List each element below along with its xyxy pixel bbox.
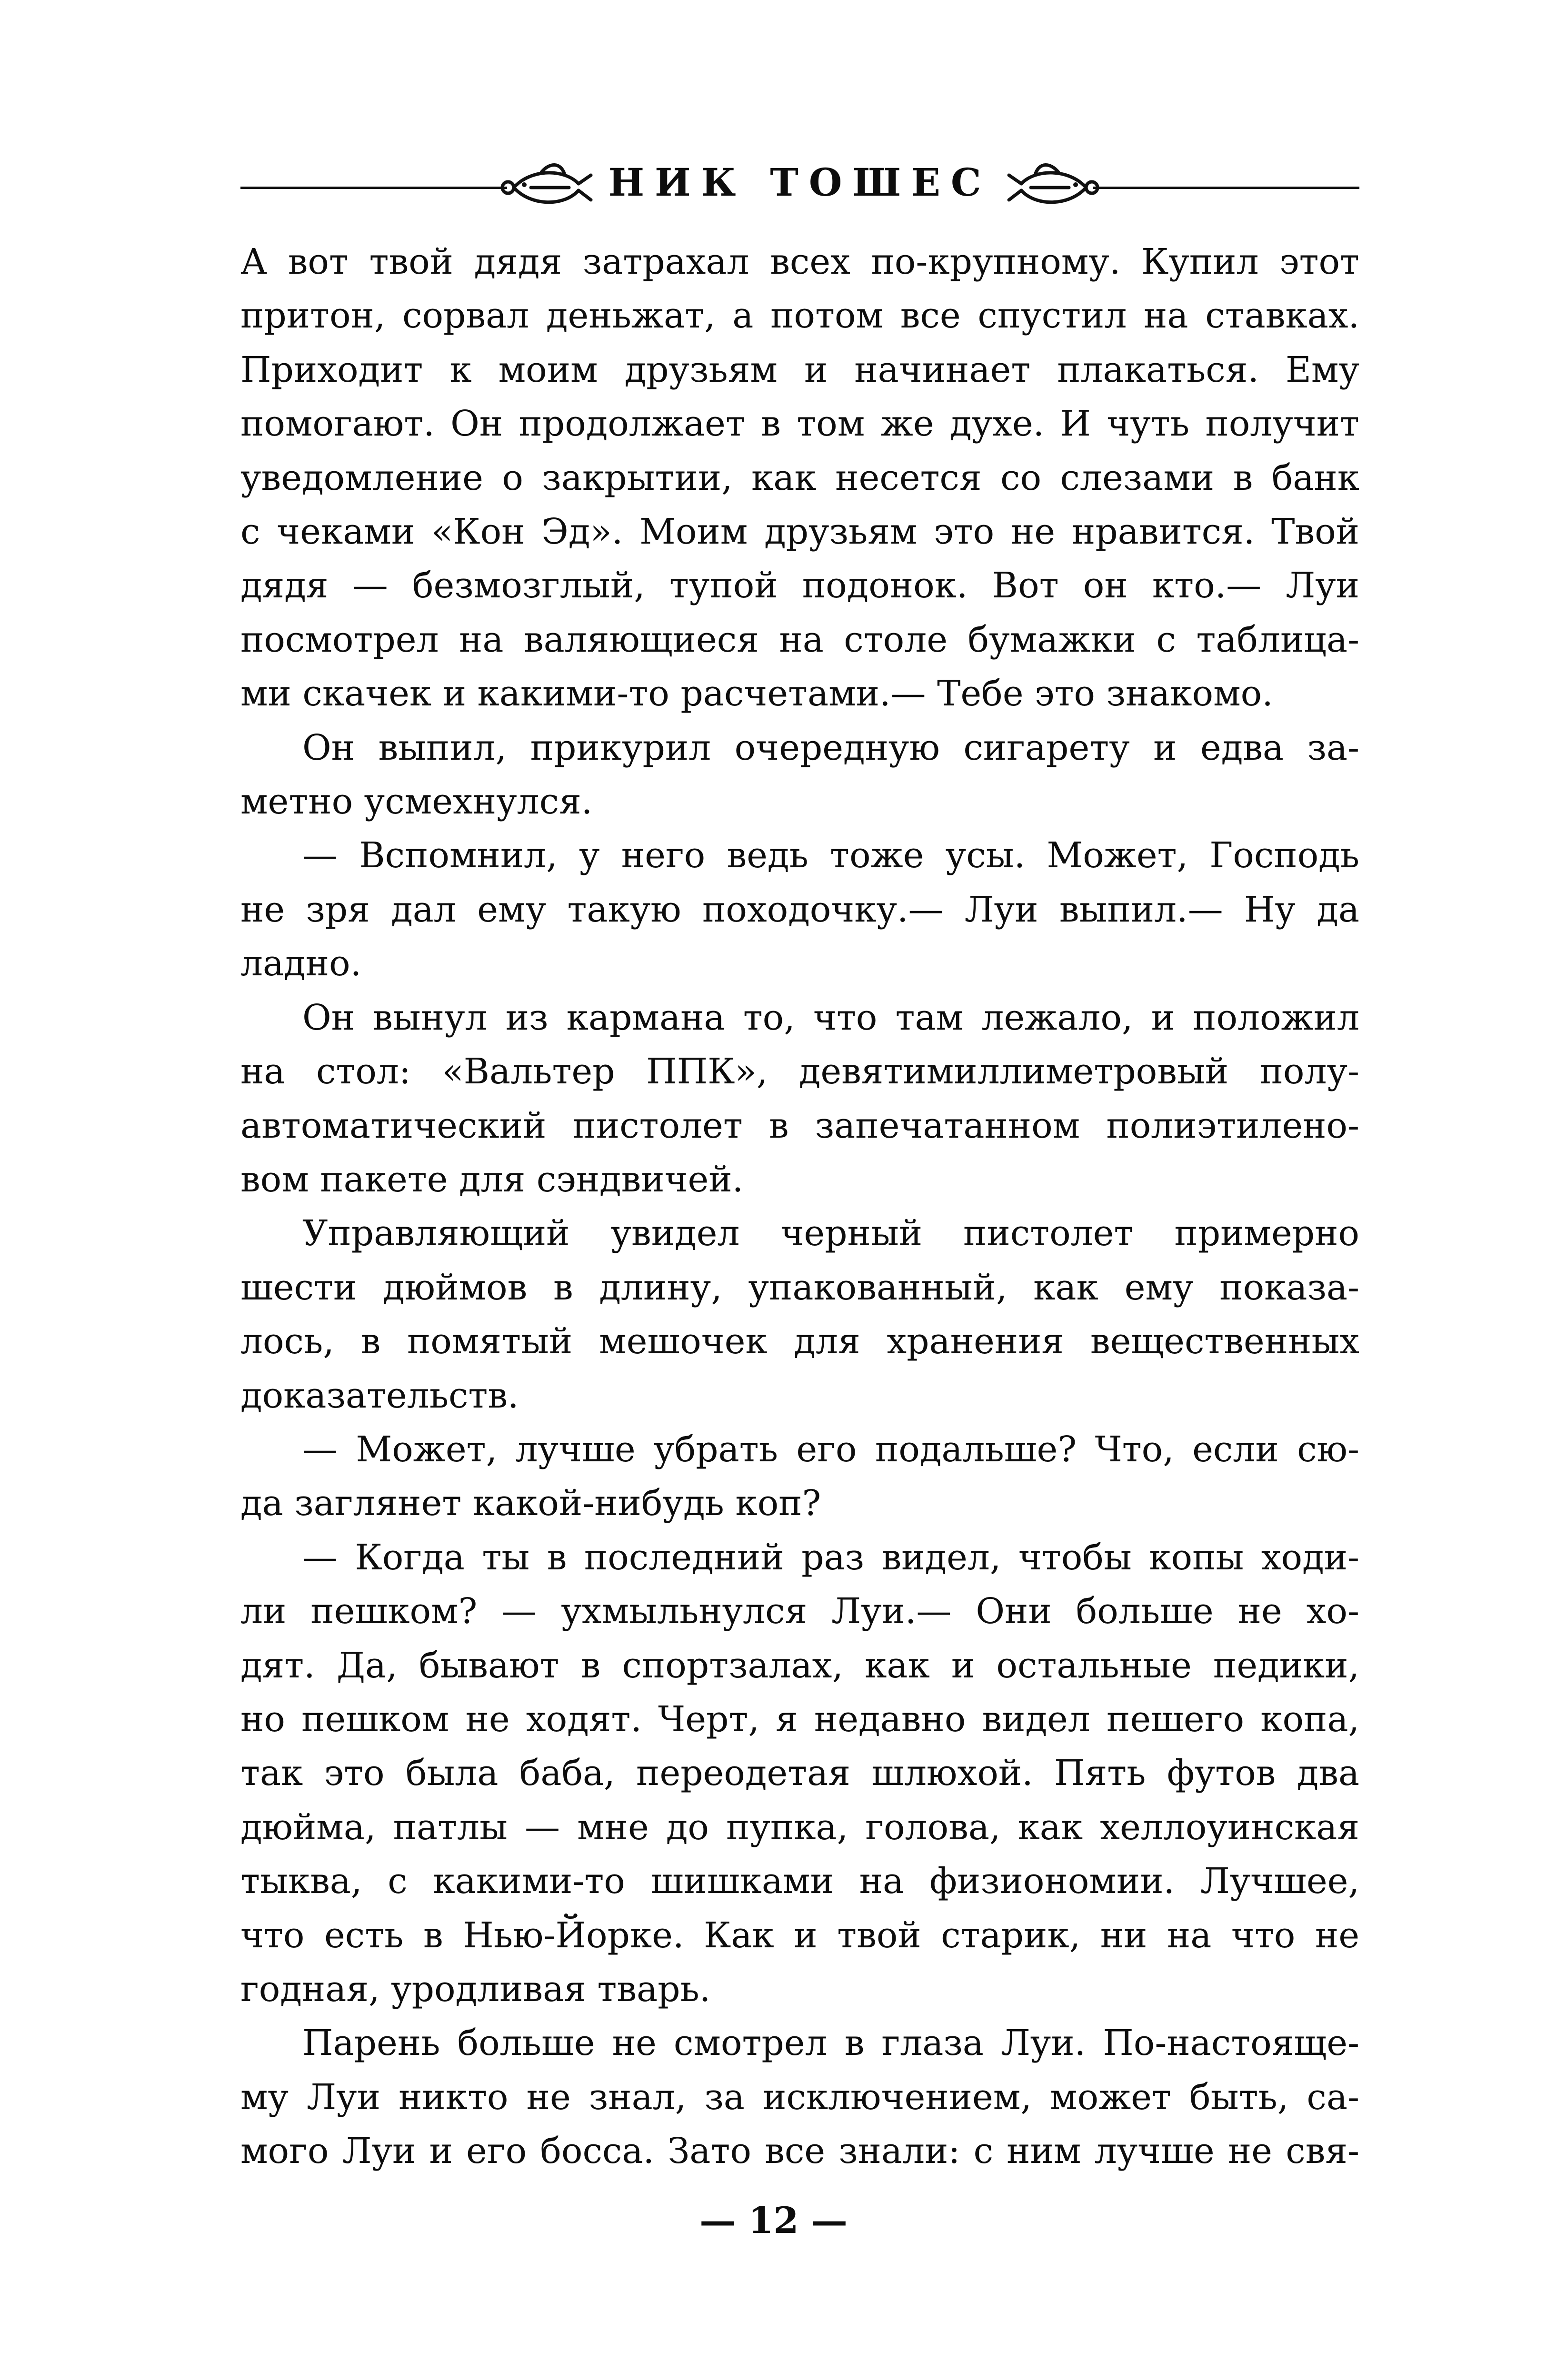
text-line: доказательств. <box>240 1375 519 1416</box>
header-rule-right <box>1093 187 1359 189</box>
text-line: — Может, лучше убрать его подальше? Что, если сю- <box>302 1428 1359 1470</box>
text-line: ли пешком? — ухмыльнулся Луи.— Они больше не хо- <box>240 1591 1359 1632</box>
paragraph <box>240 1531 1359 2017</box>
text-line: вом пакете для сэндвичей. <box>240 1159 744 1200</box>
paragraph <box>240 991 1359 1207</box>
paragraph <box>240 2016 1359 2178</box>
body-text <box>240 235 1359 2179</box>
text-line: му Луи никто не знал, за исключением, может быть, са- <box>240 2076 1359 2118</box>
text-line: мого Луи и его босса. Зато все знали: с ним лучше не свя- <box>240 2131 1359 2172</box>
running-header <box>240 151 1359 223</box>
text-line: Он выпил, прикурил очередную сигарету и едва за- <box>302 727 1359 768</box>
text-line: — Вспомнил, у него ведь тоже усы. Может, Господь <box>302 835 1359 876</box>
text-line: на стол: «Вальтер ППК», девятимиллиметровый полу- <box>240 1051 1359 1092</box>
text-line: да заглянет какой-нибудь коп? <box>240 1483 821 1524</box>
text-line: с чеками «Кон Эд». Моим друзьям это не нравится. Твой <box>240 511 1359 553</box>
text-line: Приходит к моим друзьям и начинает плакаться. Ему <box>240 349 1359 390</box>
text-line: не зря дал ему такую походочку.— Луи выпил.— Ну да <box>240 889 1359 930</box>
text-line: что есть в Нью-Йорке. Как и твой старик, ни на что не <box>240 1914 1359 1956</box>
text-line: ми скачек и какими-то расчетами.— Тебе это знакомо. <box>240 673 1273 714</box>
paragraph <box>240 1423 1359 1531</box>
text-line: уведомление о закрытии, как несется со слезами в банк <box>240 457 1359 498</box>
paragraph <box>240 1207 1359 1423</box>
text-line: посмотрел на валяющиеся на столе бумажки с таблица- <box>240 619 1359 660</box>
text-line: притон, сорвал деньжат, а потом все спустил на ставках. <box>240 295 1359 337</box>
text-line: но пешком не ходят. Черт, я недавно видел пешего копа, <box>240 1698 1359 1740</box>
text-line: лось, в помятый мешочек для хранения вещественных <box>240 1321 1359 1362</box>
fish-ornament-right-icon <box>1007 159 1102 216</box>
text-line: помогают. Он продолжает в том же духе. И чуть получит <box>240 403 1359 445</box>
text-line: Он вынул из кармана то, что там лежало, и положил <box>302 997 1359 1038</box>
text-line: метно усмехнулся. <box>240 781 593 823</box>
page-number: — 12 — <box>699 2199 848 2241</box>
text-line: автоматический пистолет в запечатанном полиэтилено- <box>240 1105 1359 1146</box>
text-line: дядя — безмозглый, тупой подонок. Вот он кто.— Луи <box>240 565 1359 606</box>
text-line: Парень больше не смотрел в глаза Луи. По-настояще- <box>302 2023 1359 2064</box>
paragraph <box>240 721 1359 829</box>
text-line: — Когда ты в последний раз видел, чтобы копы ходи- <box>302 1537 1359 1578</box>
text-line: шести дюймов в длину, упакованный, как ему показа- <box>240 1267 1359 1308</box>
text-line: дюйма, патлы — мне до пупка, голова, как хеллоуинская <box>240 1806 1359 1848</box>
running-title-author: НИК ТОШЕС <box>608 160 992 205</box>
text-line: годная, уродливая тварь. <box>240 1969 711 2010</box>
paragraph <box>240 829 1359 991</box>
text-line: А вот твой дядя затрахал всех по-крупному. Купил этот <box>240 241 1359 282</box>
paragraph <box>240 235 1359 721</box>
text-line: тыква, с какими-то шишками на физиономии. Лучшее, <box>240 1861 1359 1902</box>
text-line: дят. Да, бывают в спортзалах, как и остальные педики, <box>240 1645 1359 1686</box>
text-line: ладно. <box>240 943 362 984</box>
text-line: Управляющий увидел черный пистолет примерно <box>302 1213 1359 1254</box>
text-line: так это была баба, переодетая шлюхой. Пять футов два <box>240 1753 1359 1794</box>
